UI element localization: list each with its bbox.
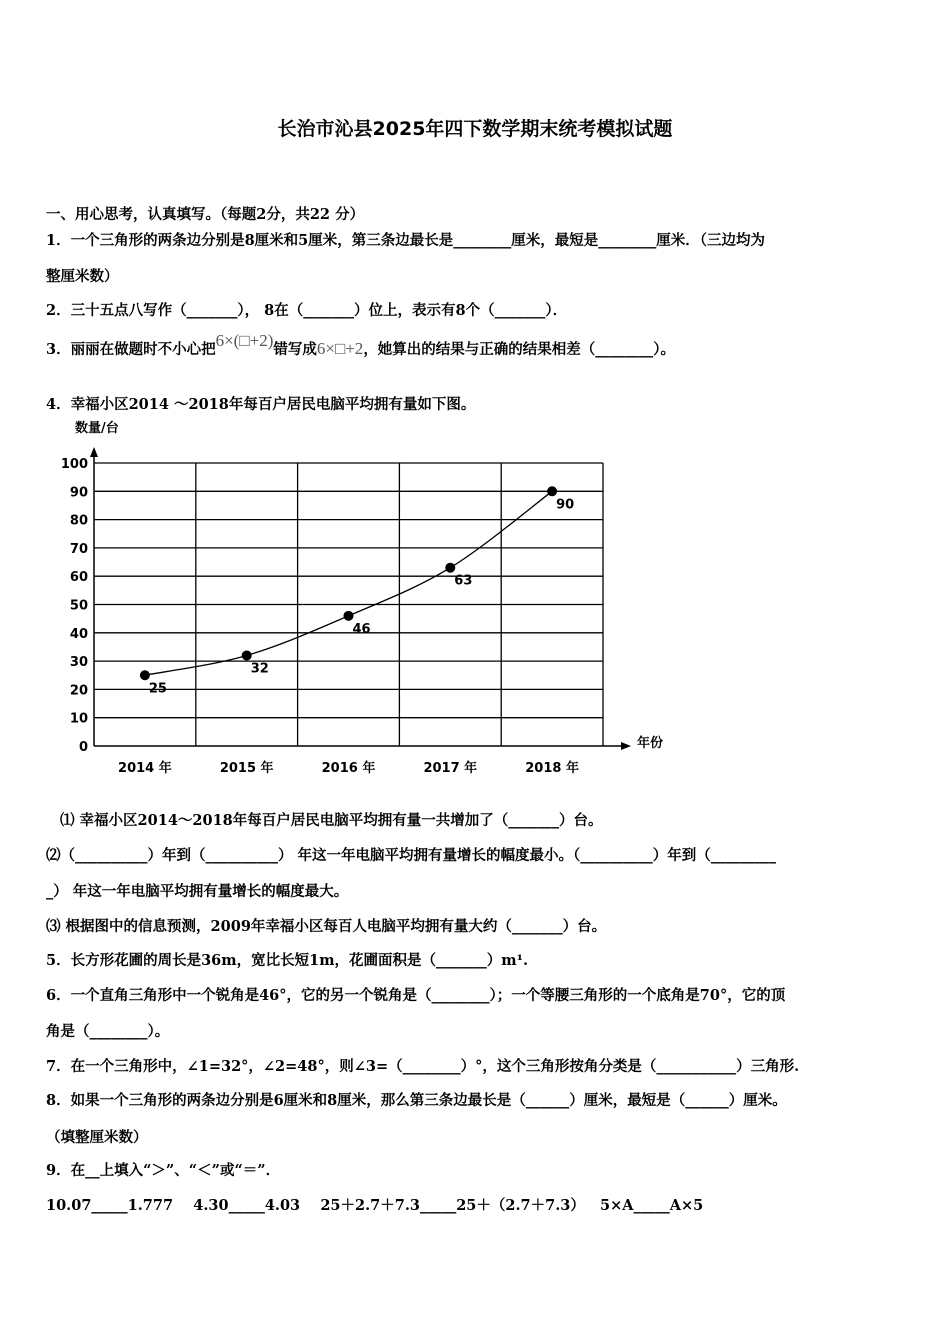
data-point bbox=[140, 670, 150, 680]
question-4-2: ⑵（__________）年到（__________） 年这一年电脑平均拥有量增长的幅度最小。（__________）年到（_________ bbox=[46, 847, 777, 864]
y-axis-arrow bbox=[90, 447, 98, 457]
y-tick-label: 100 bbox=[60, 457, 88, 472]
data-point bbox=[242, 650, 252, 660]
question-9-items: 10.07_____1.777 4.30_____4.03 25＋2.7＋7.3_____25＋（2.7＋7.3） 5×A_____A×5 bbox=[46, 1197, 704, 1214]
question-3 bbox=[46, 331, 676, 359]
q3-math-wrong: 6×□+2 bbox=[316, 339, 364, 358]
question-4-2-cont: _） 年这一年电脑平均拥有量增长的幅度最大。 bbox=[46, 883, 349, 900]
page-title: 长治市沁县2025年四下数学期末统考模拟试题 bbox=[277, 118, 673, 140]
question-4: 4．幸福小区2014 ～2018年每百户居民电脑平均拥有量如下图。 bbox=[46, 396, 476, 413]
question-4-3: ⑶ 根据图中的信息预测，2009年幸福小区每百人电脑平均拥有量大约（_______）台。 bbox=[46, 918, 607, 935]
question-8-cont: （填整厘米数） bbox=[46, 1129, 148, 1146]
question-6: 6．一个直角三角形中一个锐角是46°，它的另一个锐角是（________）；一个等腰三角形的一个底角是70°，它的顶 bbox=[46, 987, 786, 1004]
x-tick-label: 2016 年 bbox=[321, 761, 376, 776]
y-axis-title: 数量/台 bbox=[75, 421, 119, 436]
y-tick-label: 40 bbox=[69, 626, 88, 642]
question-2: 2．三十五点八写作（_______）， 8在（_______）位上，表示有8个（_______）． bbox=[46, 302, 568, 319]
y-tick-label: 70 bbox=[69, 541, 88, 557]
series-line bbox=[145, 491, 552, 675]
data-point bbox=[445, 563, 455, 573]
section-heading: 一、用心思考，认真填写。（每题2分，共22 分） bbox=[46, 206, 365, 223]
q3-text-mid: 错写成 bbox=[273, 341, 317, 358]
data-label: 46 bbox=[352, 621, 371, 637]
x-tick-label: 2014 年 bbox=[118, 761, 172, 776]
x-axis-title: 年份 bbox=[637, 736, 664, 751]
question-4-1: ⑴ 幸福小区2014～2018年每百户居民电脑平均拥有量一共增加了（_______）台。 bbox=[60, 812, 603, 829]
y-tick-label: 0 bbox=[78, 740, 88, 755]
y-tick-label: 50 bbox=[69, 598, 88, 614]
question-8: 8．如果一个三角形的两条边分别是6厘米和8厘米，那么第三条边最长是（______）厘米，最短是（______）厘米。 bbox=[46, 1092, 787, 1109]
data-point bbox=[344, 611, 354, 621]
y-tick-label: 20 bbox=[69, 683, 88, 699]
question-7: 7．在一个三角形中，∠1=32°，∠2=48°，则∠3=（________）°，这个三角形按角分类是（___________）三角形. bbox=[46, 1058, 800, 1075]
data-label: 90 bbox=[556, 497, 575, 513]
q3-text-end: ，她算出的结果与正确的结果相差（________）。 bbox=[363, 341, 676, 358]
y-tick-label: 80 bbox=[69, 513, 88, 529]
y-tick-label: 10 bbox=[69, 711, 88, 727]
x-tick-label: 2018 年 bbox=[525, 761, 579, 776]
q3-math-original: 6×(□+2) bbox=[215, 331, 274, 350]
question-1-cont: 整厘米数） bbox=[46, 268, 119, 285]
question-6-cont: 角是（________）。 bbox=[46, 1023, 170, 1040]
data-label: 32 bbox=[250, 661, 269, 677]
question-5: 5．长方形花圃的周长是36m，宽比长短1m，花圃面积是（_______）m¹. bbox=[46, 952, 529, 969]
data-label: 63 bbox=[454, 573, 473, 589]
q3-text: 3．丽丽在做题时不小心把 bbox=[46, 341, 216, 358]
y-tick-label: 90 bbox=[69, 485, 88, 501]
question-1: 1．一个三角形的两条边分别是8厘米和5厘米，第三条边最长是________厘米，最短是________厘米．（三边均为 bbox=[46, 232, 766, 249]
x-axis-arrow bbox=[621, 742, 631, 750]
y-tick-label: 30 bbox=[69, 655, 88, 671]
x-tick-label: 2017 年 bbox=[423, 761, 478, 776]
x-tick-label: 2015 年 bbox=[219, 761, 274, 776]
data-point bbox=[547, 486, 557, 496]
y-tick-label: 60 bbox=[69, 570, 88, 586]
line-chart bbox=[0, 410, 950, 800]
data-label: 25 bbox=[148, 681, 167, 697]
question-9: 9．在__上填入“＞”、“＜”或“＝”． bbox=[46, 1162, 281, 1179]
